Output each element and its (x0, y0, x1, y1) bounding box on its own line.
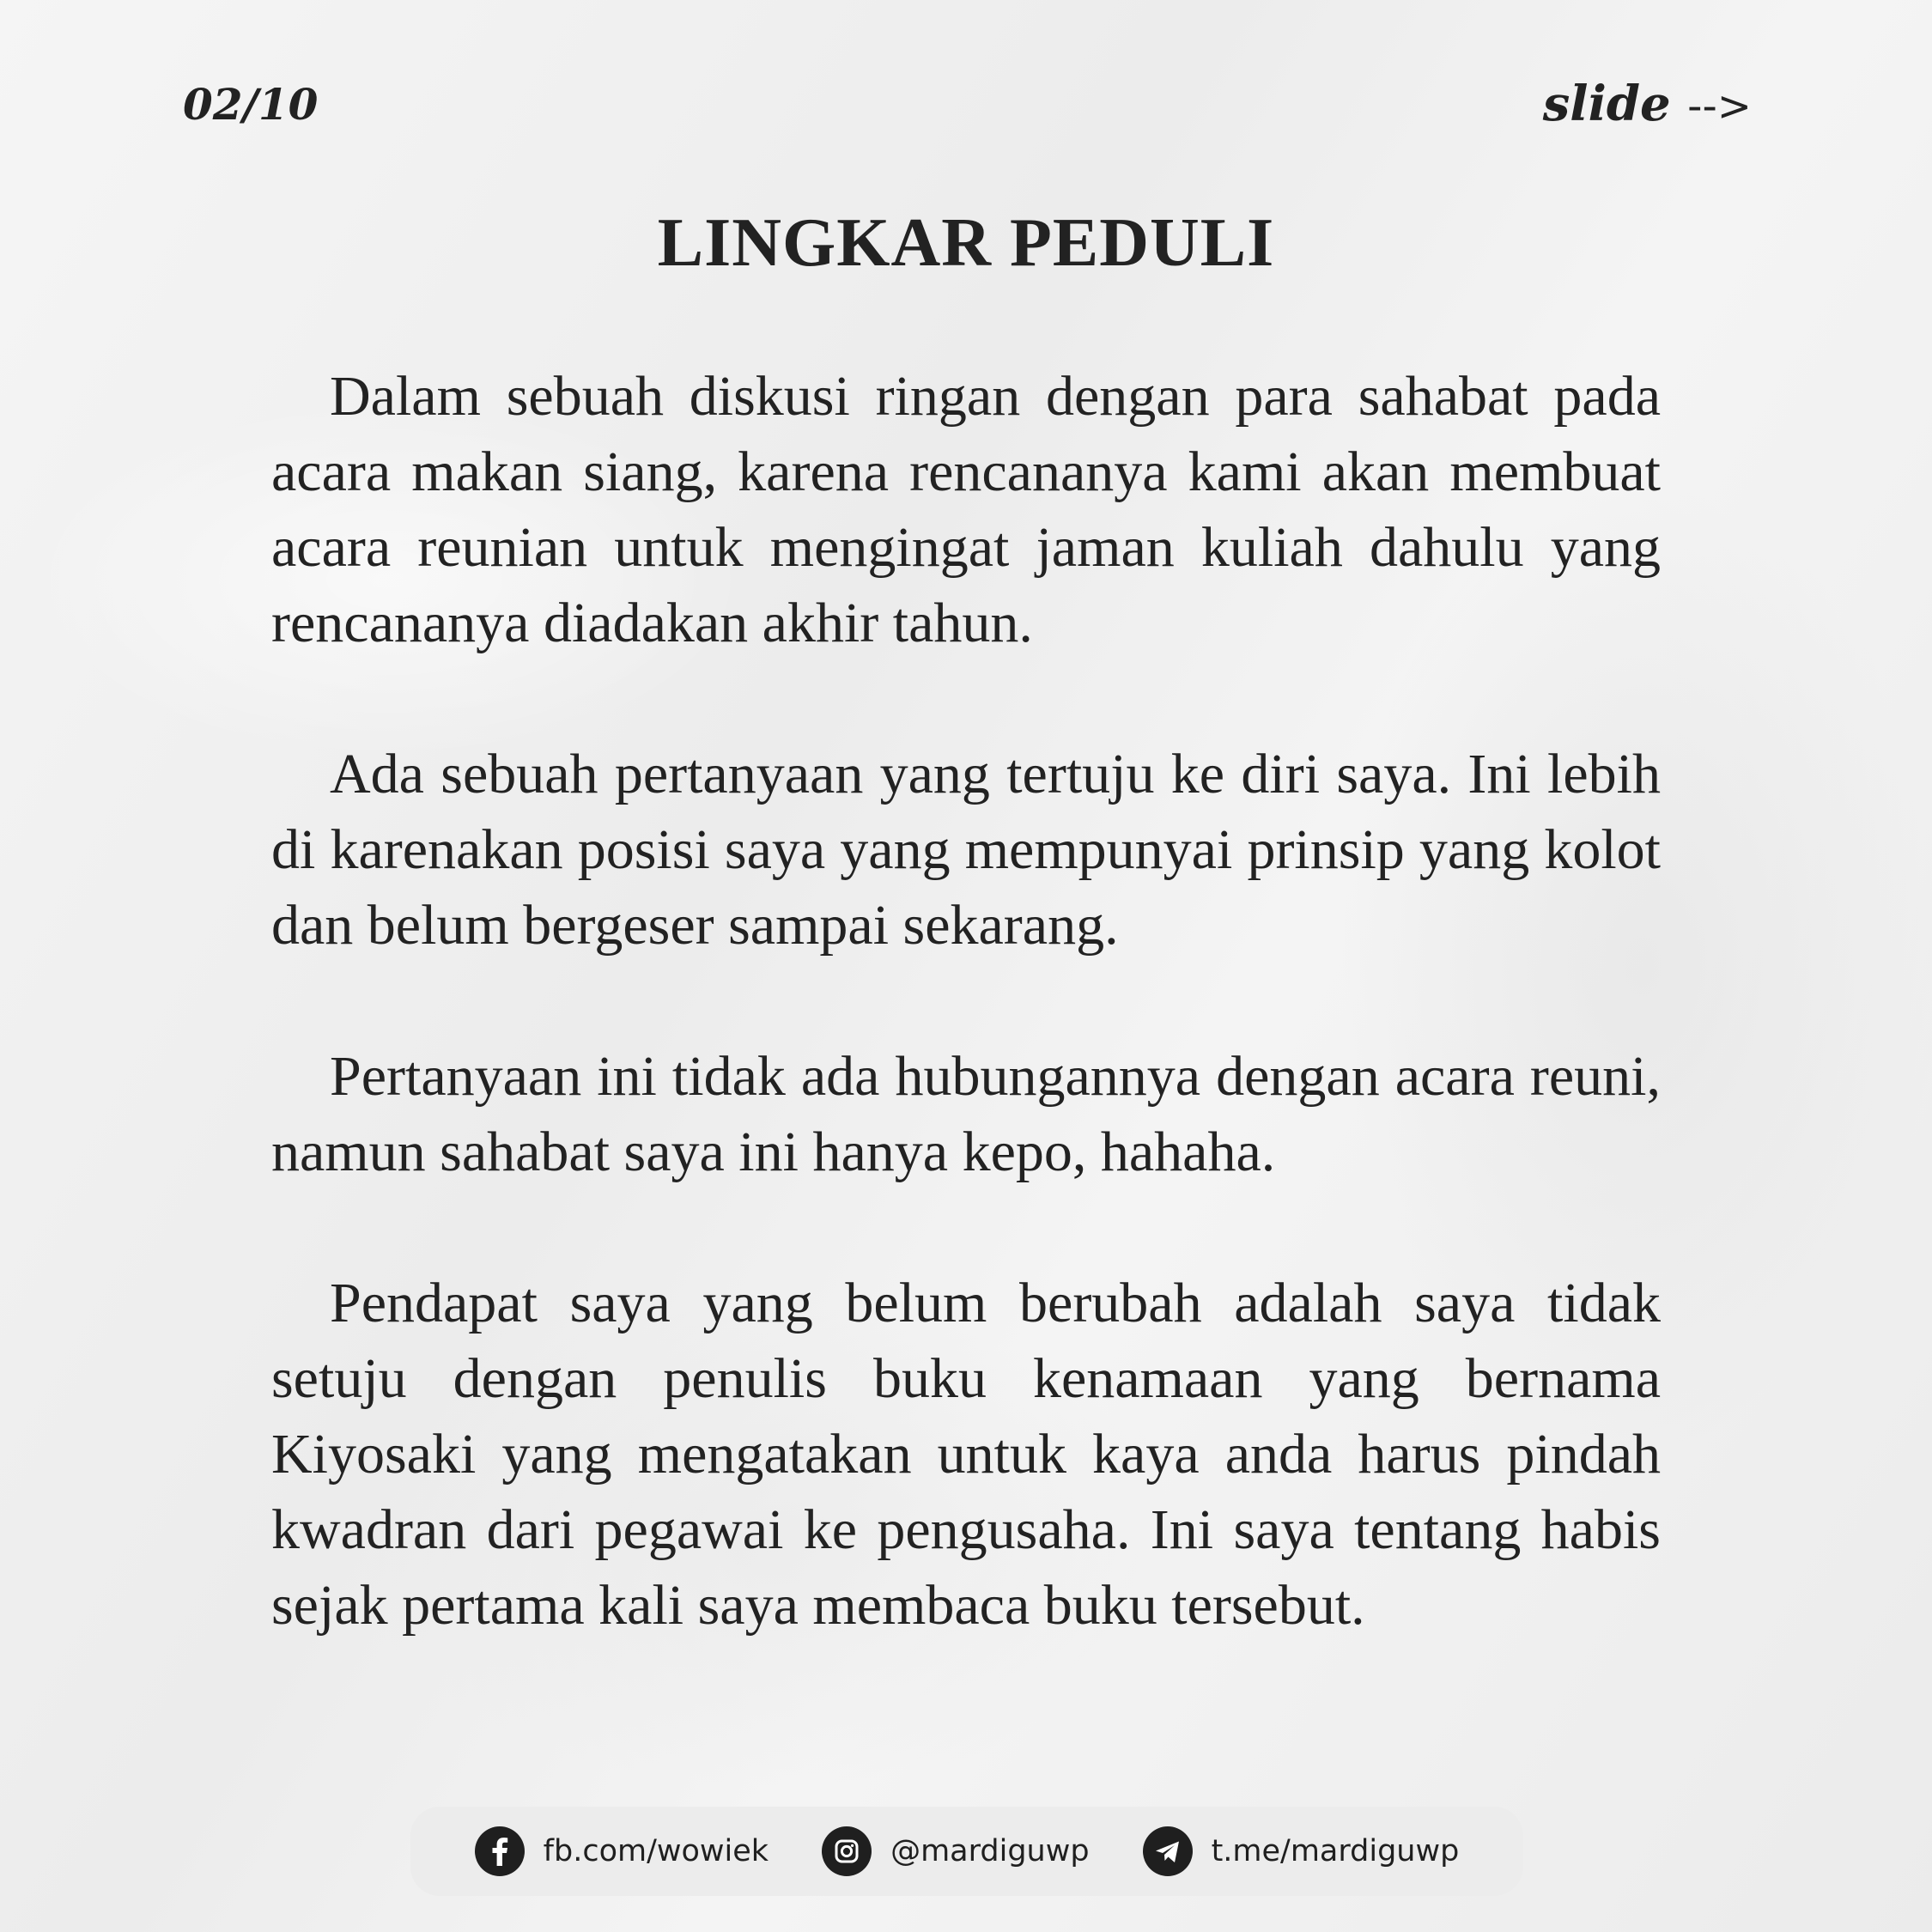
facebook-handle: fb.com/wowiek (543, 1834, 769, 1868)
social-link-instagram[interactable] (822, 1826, 1090, 1876)
instagram-icon (822, 1826, 872, 1876)
paragraph-4: Pendapat saya yang belum berubah adalah saya tidak setuju dengan penulis buku kenamaan yang bernama Kiyosaki yang mengatakan untuk kaya anda harus pindah kwadran dari pegawai ke pengusaha. Ini saya tentang habis sejak pertama kali saya membaca buku tersebut. (271, 1272, 1661, 1637)
paragraph-1: Dalam sebuah diskusi ringan dengan para sahabat pada acara makan siang, karena rencananya kami akan membuat acara reunian untuk mengingat jaman kuliah dahulu yang rencananya diadakan akhir tahun. (271, 365, 1661, 654)
slide-next-hint (1543, 76, 1752, 132)
social-link-telegram[interactable] (1143, 1826, 1460, 1876)
article-body (271, 359, 1661, 1719)
page-number: 02/10 (183, 79, 319, 130)
telegram-icon (1143, 1826, 1193, 1876)
arrow-right-icon: --> (1687, 82, 1752, 131)
social-links-bar (410, 1807, 1523, 1896)
social-link-facebook[interactable] (475, 1826, 769, 1876)
facebook-icon (475, 1826, 525, 1876)
instagram-handle: @mardiguwp (890, 1834, 1090, 1868)
paragraph-2: Ada sebuah pertanyaan yang tertuju ke diri saya. Ini lebih di karenakan posisi saya yang mempunyai prinsip yang kolot dan belum bergeser sampai sekarang. (271, 743, 1661, 957)
page-title: LINGKAR PEDULI (657, 205, 1275, 281)
telegram-handle: t.me/mardiguwp (1211, 1834, 1460, 1868)
paragraph-3: Pertanyaan ini tidak ada hubungannya dengan acara reuni, namun sahabat saya ini hanya kepo, hahaha. (271, 1045, 1661, 1183)
slide-hint-label: slide (1542, 76, 1671, 132)
